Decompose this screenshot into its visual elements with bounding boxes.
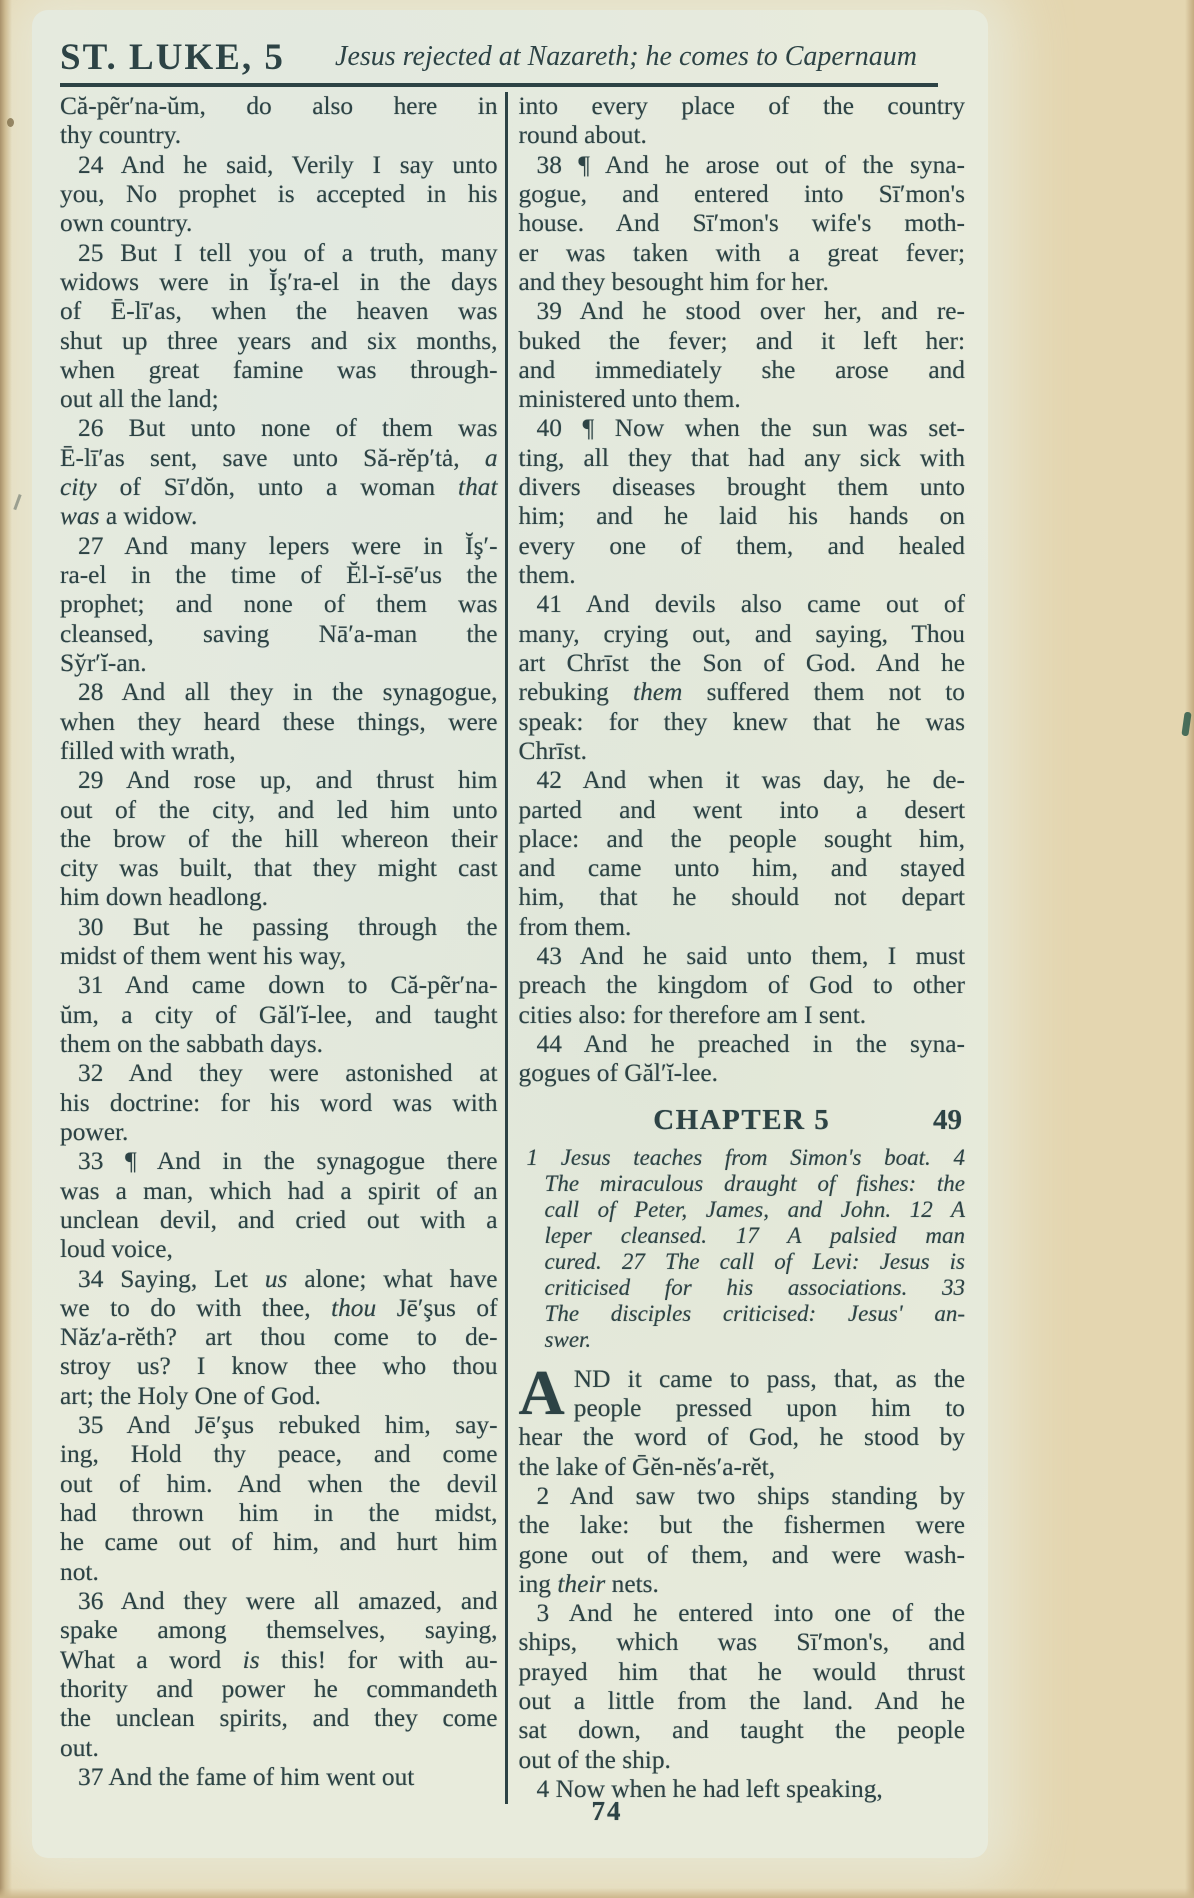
- text-line: rebuking them suffered them not to: [518, 678, 965, 707]
- book-title: ST. LUKE, 5: [60, 37, 285, 78]
- text-line: shut up three years and six months,: [60, 326, 498, 355]
- verse-paragraph: [60, 913, 498, 972]
- text-line: 34 Saying, Let us alone; what have: [78, 1264, 498, 1293]
- text-line: into every place of the country: [518, 92, 965, 120]
- text-line: 33 ¶ And in the synagogue there: [78, 1147, 498, 1176]
- text-line: place: and the people sought him,: [518, 824, 965, 853]
- text-line: 30 But he passing through the: [78, 912, 498, 941]
- text-line: call of Peter, James, and John. 12 A: [544, 1196, 965, 1222]
- text-line: 4 Now when he had left speaking,: [536, 1775, 883, 1803]
- verse-paragraph: [519, 590, 965, 766]
- text-line: leper cleansed. 17 A palsied man: [544, 1222, 965, 1248]
- section-number: 49: [933, 1103, 962, 1136]
- text-line: power.: [60, 1117, 129, 1146]
- text-line: round about.: [518, 121, 647, 150]
- text-line: and they besought him for her.: [518, 267, 829, 296]
- text-line: the unclean spirits, and they come: [60, 1704, 498, 1733]
- text-line: sat down, and taught the people: [518, 1716, 965, 1745]
- text-line: ra-el in the time of Ĕl-ĭ-sē′us the: [60, 561, 498, 589]
- verse-paragraph: [60, 414, 498, 531]
- text-line: him; and he laid his hands on: [518, 502, 965, 531]
- text-line: 24 And he said, Verily I say unto: [78, 150, 498, 179]
- verse-paragraph: [519, 1599, 965, 1775]
- text-line: speak: for they knew that he was: [518, 707, 965, 736]
- text-line: had thrown him in the midst,: [60, 1499, 498, 1527]
- verse-paragraph: [60, 532, 498, 679]
- text-line: criticised for his associations. 33: [544, 1274, 965, 1300]
- text-line: when great famine was through-: [60, 355, 498, 384]
- text-line: filled with wrath,: [60, 736, 236, 765]
- text-line: out all the land;: [60, 385, 219, 414]
- text-line: every one of them, and healed: [518, 531, 965, 560]
- verse-paragraph: [60, 1059, 498, 1147]
- text-line: ting, all they that had any sick with: [518, 443, 965, 472]
- text-line: 31 And came down to Că-pẽr′na-: [78, 971, 498, 1000]
- left-column: [60, 92, 498, 1792]
- text-line: 39 And he stood over her, and re-: [536, 297, 965, 326]
- text-line: cured. 27 The call of Levi: Jesus is: [544, 1248, 965, 1274]
- text-line: 28 And all they in the synagogue,: [78, 678, 498, 707]
- text-line: art; the Holy One of God.: [60, 1381, 321, 1410]
- text-line: 40 ¶ Now when the sun was set-: [536, 414, 965, 443]
- verse-paragraph: [519, 1482, 965, 1599]
- verse-paragraph: [60, 678, 498, 766]
- text-line: out of the ship.: [518, 1745, 671, 1774]
- text-line: gone out of them, and were wash-: [518, 1540, 965, 1569]
- page-header: [60, 36, 937, 82]
- text-line: the lake: but the fishermen were: [518, 1511, 965, 1540]
- text-line: thority and power he commandeth: [60, 1674, 498, 1703]
- text-line: spake among themselves, saying,: [60, 1616, 498, 1645]
- text-line: 25 But I tell you of a truth, many: [78, 238, 498, 267]
- text-line: we to do with thee, thou Jē′şus of: [60, 1293, 498, 1322]
- verse-paragraph: [60, 1763, 498, 1792]
- text-line: out a little from the land. And he: [518, 1687, 965, 1716]
- text-line: 29 And rose up, and thrust him: [78, 766, 498, 795]
- text-line: 3 And he entered into one of the: [536, 1599, 965, 1628]
- text-line: out of the city, and led him unto: [60, 795, 498, 824]
- text-line: ŭm, a city of Găl′ĭ-lee, and taught: [60, 1000, 498, 1029]
- verse-paragraph: [519, 942, 965, 1030]
- verse-paragraph: [60, 151, 498, 239]
- text-line: Năz′a-rĕth? art thou come to de-: [60, 1323, 498, 1352]
- chapter-summary: [519, 1145, 965, 1353]
- paper-speck: [7, 118, 14, 127]
- text-line: widows were in Ĭş′ra-el in the days: [60, 267, 498, 296]
- text-line: stroy us? I know thee who thou: [60, 1352, 498, 1381]
- text-line: he came out of him, and hurt him: [60, 1528, 498, 1557]
- text-line: 44 And he preached in the syna-: [536, 1030, 965, 1058]
- text-line: 32 And they were astonished at: [78, 1059, 498, 1088]
- text-line: loud voice,: [60, 1235, 173, 1264]
- text-line: preach the kingdom of God to other: [518, 971, 965, 1000]
- text-line: many, crying out, and saying, Thou: [518, 619, 965, 648]
- text-line: them.: [518, 561, 576, 589]
- text-line: people pressed upon him to: [573, 1393, 965, 1422]
- verse-paragraph: [519, 414, 965, 590]
- text-line: 27 And many lepers were in Ĭş′-: [78, 531, 498, 560]
- text-line: Ē-lī′as sent, save unto Să-rĕp′tȧ, a: [60, 443, 498, 472]
- text-line: when they heard these things, were: [60, 707, 498, 736]
- running-head: Jesus rejected at Nazareth; he comes to Capernaum: [335, 41, 917, 72]
- text-line: cities also: for therefore am I sent.: [518, 1000, 867, 1029]
- text-line: ships, which was Sī′mon's, and: [518, 1628, 965, 1657]
- text-line: What a word is this! for with au-: [60, 1645, 498, 1674]
- text-line: out.: [60, 1733, 99, 1762]
- text-line: and came unto him, and stayed: [518, 854, 965, 883]
- text-line: hear the word of God, he stood by: [518, 1423, 965, 1452]
- drop-cap: A: [518, 1356, 565, 1428]
- text-line: er was taken with a great fever;: [518, 238, 965, 267]
- verse-paragraph: [519, 151, 965, 298]
- text-line: art Chrīst the Son of God. And he: [518, 648, 965, 677]
- text-line: the lake of Ḡĕn-nĕs′a-rĕt,: [518, 1452, 776, 1481]
- text-line: 36 And they were all amazed, and: [78, 1586, 498, 1615]
- text-line: house. And Sī′mon's wife's moth-: [518, 209, 965, 238]
- text-line: his doctrine: for his word was with: [60, 1088, 498, 1117]
- text-line: him, that he should not depart: [518, 883, 965, 912]
- verse-paragraph-dropcap: [518, 1356, 965, 1482]
- text-line: own country.: [60, 209, 193, 238]
- text-line: was a widow.: [60, 502, 198, 531]
- text-line: parted and went into a desert: [518, 795, 965, 824]
- text-line: gogues of Găl′ĭ-lee.: [518, 1059, 718, 1088]
- text-block: [60, 92, 965, 1804]
- text-line: him down headlong.: [60, 883, 269, 912]
- text-line: was a man, which had a spirit of an: [60, 1176, 498, 1205]
- verse-paragraph: [519, 766, 965, 942]
- text-line: prayed him that he would thrust: [518, 1657, 965, 1686]
- text-line: ministered unto them.: [518, 385, 741, 414]
- text-line: ing their nets.: [518, 1569, 659, 1598]
- text-line: unclean devil, and cried out with a: [60, 1205, 498, 1234]
- verse-paragraph: [60, 239, 498, 415]
- text-line: 1 Jesus teaches from Simon's boat. 4: [526, 1144, 965, 1170]
- text-line: cleansed, saving Nā′a-man the: [60, 619, 498, 648]
- verse-paragraph: [60, 1411, 498, 1587]
- text-line: ing, Hold thy peace, and come: [60, 1440, 498, 1469]
- text-line: 43 And he said unto them, I must: [536, 942, 965, 971]
- text-line: 41 And devils also came out of: [536, 590, 965, 619]
- verse-paragraph: [519, 92, 965, 151]
- verse-paragraph: [60, 1587, 498, 1763]
- header-rule: [60, 83, 938, 87]
- text-line: Că-pẽr′na-ŭm, do also here in: [60, 92, 498, 120]
- text-line: 26 But unto none of them was: [78, 414, 498, 443]
- text-line: ND it came to pass, that, as the: [573, 1364, 965, 1393]
- text-line: 38 ¶ And he arose out of the syna-: [536, 150, 965, 179]
- text-line: 37 And the fame of him went out: [78, 1762, 415, 1791]
- text-line: swer.: [544, 1326, 592, 1352]
- text-line: out of him. And when the devil: [60, 1469, 498, 1498]
- chapter-title: CHAPTER 5: [653, 1103, 831, 1136]
- verse-paragraph: [60, 1147, 498, 1264]
- verse-paragraph: [60, 971, 498, 1059]
- text-line: and immediately she arose and: [518, 355, 965, 384]
- text-line: prophet; and none of them was: [60, 590, 498, 619]
- text-line: the brow of the hill whereon their: [60, 824, 498, 853]
- verse-paragraph: [60, 92, 498, 151]
- page-edge-left-shadow: [0, 0, 12, 1898]
- text-line: 35 And Jē′şus rebuked him, say-: [78, 1411, 498, 1440]
- text-line: 42 And when it was day, he de-: [536, 766, 965, 795]
- verse-paragraph: [60, 1265, 498, 1412]
- text-line: not.: [60, 1557, 99, 1586]
- text-line: of Ē-lī′as, when the heaven was: [60, 297, 498, 326]
- text-line: gogue, and entered into Sī′mon's: [518, 179, 965, 208]
- chapter-heading: [519, 1101, 965, 1139]
- text-line: The miraculous draught of fishes: the: [544, 1170, 965, 1196]
- right-column: [505, 92, 965, 1804]
- text-line: buked the fever; and it left her:: [518, 326, 965, 355]
- text-line: them on the sabbath days.: [60, 1030, 324, 1058]
- text-line: midst of them went his way,: [60, 942, 347, 971]
- verse-paragraph: [519, 297, 965, 414]
- text-line: Sy̆r′ĭ-an.: [60, 648, 147, 677]
- text-line: Chrīst.: [518, 736, 587, 765]
- page-number: 74: [591, 1796, 623, 1826]
- text-line: thy country.: [60, 121, 182, 150]
- text-line: city of Sī′dŏn, unto a woman that: [60, 473, 498, 502]
- text-line: divers diseases brought them unto: [518, 473, 965, 502]
- verse-paragraph: [519, 1030, 965, 1089]
- page-edge-bottom-shadow: [0, 1888, 1194, 1898]
- text-line: city was built, that they might cast: [60, 854, 498, 883]
- text-line: The disciples criticised: Jesus' an-: [544, 1300, 965, 1326]
- page-edge-right-shadow: [1185, 0, 1194, 1898]
- text-line: from them.: [518, 912, 632, 941]
- text-line: you, No prophet is accepted in his: [60, 179, 498, 208]
- text-line: 2 And saw two ships standing by: [536, 1481, 965, 1510]
- verse-paragraph: [60, 766, 498, 913]
